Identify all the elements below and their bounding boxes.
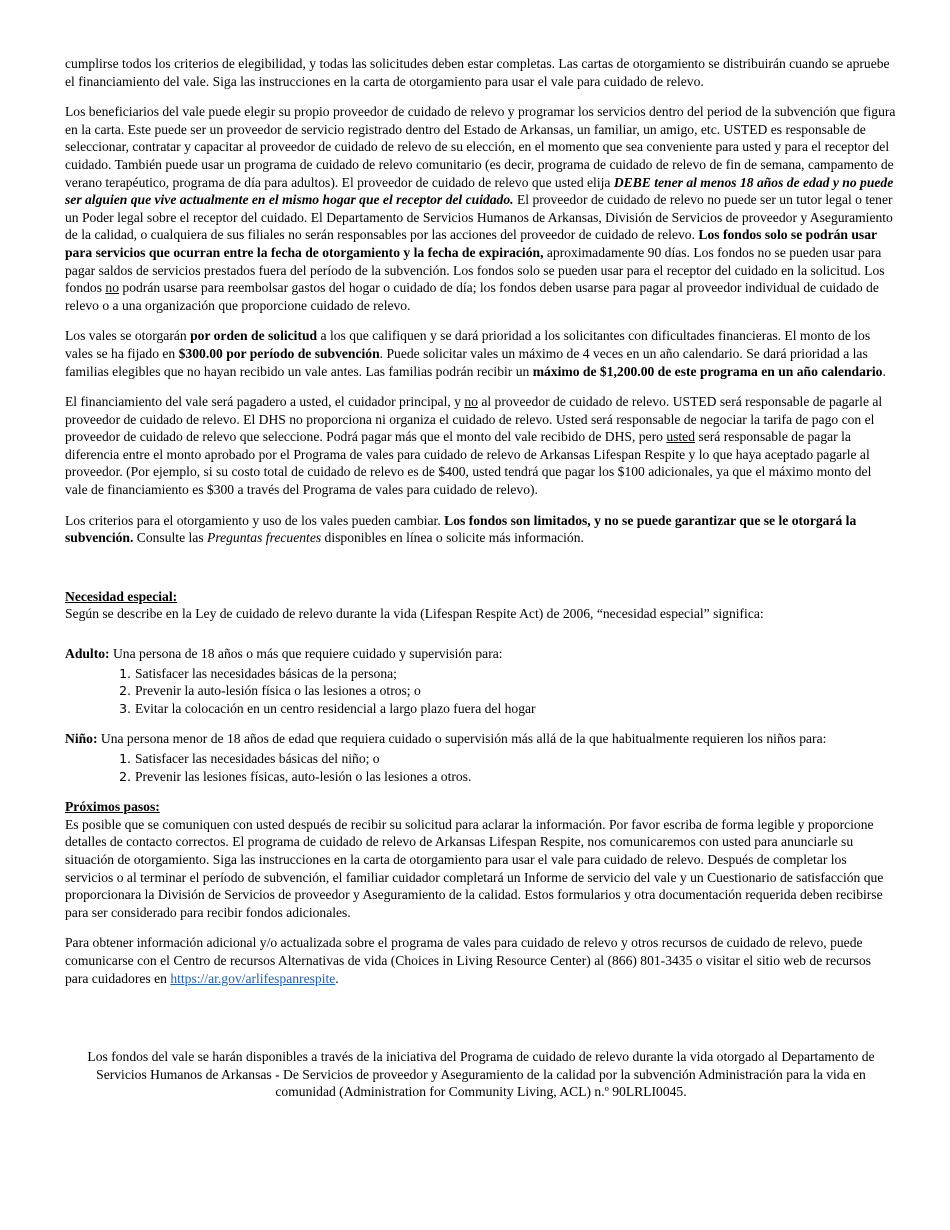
website-link[interactable]: https://ar.gov/arlifespanrespite: [170, 970, 336, 986]
paragraph-eligibility: cumplirse todos los criterios de elegibilidad, y todas las solicitudes deben estar completas. Las cartas de otorgamiento se distribuirán cuando se apruebe el financiamiento del vale. Siga las instrucciones en la carta de otorgamiento para usar el vale para cuidado de relevo.: [65, 56, 890, 89]
child-definition: [65, 730, 897, 748]
list-item: 3. Evitar la colocación en un centro residencial a largo plazo fuera del hogar: [135, 700, 897, 718]
list-item: 1. Satisfacer las necesidades básicas del niño; o: [135, 750, 897, 768]
next-steps-text: Es posible que se comuniquen con usted después de recibir su solicitud para aclarar la información. Por favor escriba de forma legible y proporcione detalles de contacto correctos. El programa de cuidado de relevo de Arkansas Lifespan Respite, nos comunicaremos con usted para anunciarle su situación de otorgamiento. Siga las instrucciones en la carta de otorgamiento para usar el vale para cuidado de relevo. Después de completar los servicios o al terminar el período de subvención, el familiar cuidador completará un Informe de servicio del vale y un Cuestionario de satisfacción que proporcionara la División de Servicios de proveedor y Aseguramiento de la calidad. Estos formularios y otra documentación requerida deben recibirse para ser considerado para recibir fondos adicionales.: [65, 816, 884, 920]
text-run: disponibles en línea o solicite más información.: [321, 530, 584, 546]
paragraph-voucher-amount: [65, 327, 897, 380]
special-need-intro: Según se describe en la Ley de cuidado de relevo durante la vida (Lifespan Respite Act) de 2006, “necesidad especial” significa:: [65, 606, 764, 622]
text-run: El financiamiento del vale será pagadero a usted, el cuidador principal, y: [65, 394, 465, 410]
adult-list: [65, 665, 897, 718]
emphasis-fund-dates: Los fondos solo se podrán usar para servicios que ocurran entre la fecha de otorgamiento y la fecha de expiración,: [65, 227, 877, 260]
emphasis-amount: $300.00 por período de subvención: [178, 345, 380, 361]
text-run: . Puede solicitar vales un máximo de 4 veces en un año calendario. Se dará prioridad a las familias elegibles que no hayan recibido un vale antes. Las familias podrán recibir un: [65, 345, 868, 379]
paragraph-payment: [65, 393, 897, 499]
emphasis-order: por orden de solicitud: [190, 328, 318, 344]
list-item: 1. Satisfacer las necesidades básicas de la persona;: [135, 665, 897, 683]
section-special-need: [65, 588, 897, 785]
text-run: aproximadamente 90 días. Los fondos no se pueden usar para pagar saldos de servicios prestados fuera del período de la subvención. Los fondos solo se pueden usar para el receptor del cuidado en la solicitud. Los fondos: [65, 244, 885, 296]
adult-text: Una persona de 18 años o más que requiere cuidado y supervisión para:: [109, 646, 503, 662]
spacer: [65, 560, 897, 588]
text-run: El proveedor de cuidado de relevo no puede ser un tutor legal o tener un Poder legal sobre el receptor del cuidado. El Departamento de Servicios Humanos de Arkansas, División de Servicios de proveedor y Aseguramiento de la calidad, o cualquiera de sus filiales no serán responsables por las acciones del proveedor de cuidado de relevo.: [65, 192, 893, 243]
emphasis-limited-funds: Los fondos son limitados, y no se puede garantizar que se le otorgará la subvención.: [65, 512, 857, 546]
underlined-no: no: [105, 280, 119, 296]
paragraph-contact-info: [65, 934, 897, 987]
child-text: Una persona menor de 18 años de edad que requiera cuidado o supervisión más allá de la que habitualmente requieren los niños para:: [97, 731, 827, 747]
list-item: 2. Prevenir las lesiones físicas, auto-lesión o las lesiones a otros.: [135, 768, 897, 786]
text-run: Para obtener información adicional y/o actualizada sobre el programa de vales para cuidado de relevo y otros recursos de cuidado de relevo, puede comunicarse con el Centro de recursos Alternativas de vida (Choices in Living Resource Center) al (866) 801-3435 o visitar el sitio web de recursos para cuidadores en: [65, 935, 871, 986]
text-run: Consulte las: [133, 530, 208, 546]
paragraph-criteria: [65, 512, 897, 547]
text-run: .: [882, 363, 886, 379]
text-run: al proveedor de cuidado de relevo. USTED será responsable de pagarle al proveedor de cuidado de relevo. El DHS no proporciona ni organiza el cuidado de relevo. Usted será responsable de negociar la tarifa de pago con el proveedor de cuidado de relevo que seleccione. Podrá pagar más que el monto del vale recibido de DHS, pero: [65, 394, 883, 445]
funding-footer: Los fondos del vale se harán disponibles a través de la iniciativa del Programa de cuidado de relevo durante la vida otorgado al Departamento de Servicios Humanos de Arkansas - De Servicios de proveedor y Aseguramiento de la calidad por la subvención Administración para la vida en comunidad (Administration for Community Living, ACL) n.º 90LRLI0045.: [87, 1049, 875, 1100]
paragraph-provider-choice: [65, 103, 897, 314]
text-run: Los criterios para el otorgamiento y uso de los vales pueden cambiar.: [65, 512, 445, 528]
emphasis-age-requirement: DEBE tener al menos 18 años de edad y no puede ser alguien que vive actualmente en el mismo hogar que el receptor del cuidado.: [65, 174, 894, 208]
text-run: a los que califiquen y se dará prioridad a los solicitantes con dificultades financieras. El monto de los vales se ha fijado en: [65, 328, 871, 361]
text-run: Los vales se otorgarán: [65, 328, 191, 344]
section-next-steps: [65, 798, 897, 921]
text-run: será responsable de pagar la diferencia entre el monto aprobado por el Programa de vales para cuidado de relevo de Arkansas Lifespan Respite y lo que haya aceptado pagarle al proveedor. (Por ejemplo, si su costo total de cuidado de relevo es de $400, usted tendrá que pagar los $100 adicionales, ya que el máximo monto del vale de financiamiento es $300 a través del Programa de vales para cuidado de relevo).: [65, 429, 872, 498]
child-label: Niño:: [65, 731, 98, 747]
text-run: podrán usarse para reembolsar gastos del hogar o cuidado de día; los fondos deben usarse para pagar al proveedor individual de cuidado de relevo o a una organización que proporcione cuidado de relevo.: [65, 280, 879, 313]
section-heading: Necesidad especial:: [65, 588, 178, 604]
adult-label: Adulto:: [65, 646, 110, 662]
faq-reference: Preguntas frecuentes: [207, 530, 322, 546]
adult-definition: [65, 645, 897, 663]
text-run: Los beneficiarios del vale puede elegir su propio proveedor de cuidado de relevo y programar los servicios dentro del period de la subvención que figura en la carta. Este puede ser un proveedor de servicio registrado dentro del Estado de Arkansas, un familiar, un amigo, etc. USTED es responsable de seleccionar, contratar y capacitar al proveedor de cuidado de relevo de su elección, en el momento que sea conveniente para usted y para el receptor del cuidado. También puede usar un programa de cuidado de relevo comunitario (es decir, programa de cuidado de relevo de fin de semana, campamento de verano terapéutico, programa de día para adultos). El proveedor de cuidado de relevo que usted elija: [65, 104, 896, 190]
underlined-no: no: [464, 394, 478, 410]
underlined-usted: usted: [666, 429, 696, 445]
section-heading: Próximos pasos:: [65, 799, 160, 815]
emphasis-annual-max: máximo de $1,200.00 de este programa en un año calendario: [532, 363, 883, 379]
text-run: .: [335, 970, 339, 986]
child-list: [65, 750, 897, 785]
document-page: [65, 55, 897, 1000]
list-item: 2. Prevenir la auto-lesión física o las lesiones a otros; o: [135, 682, 897, 700]
